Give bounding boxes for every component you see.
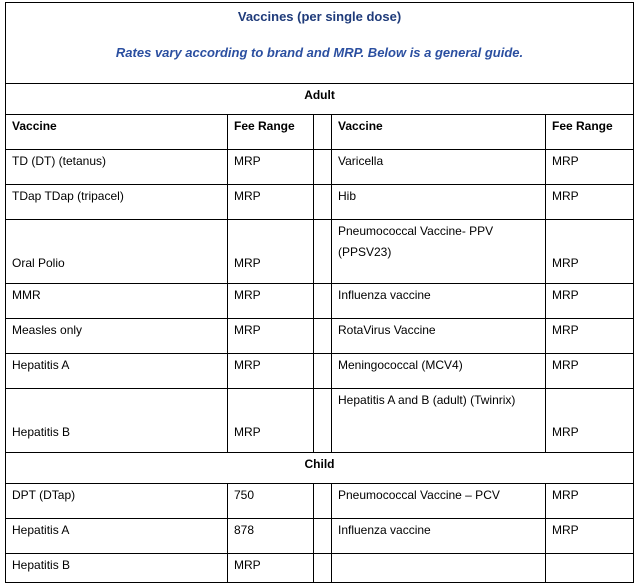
vaccine-name: Influenza vaccine: [332, 284, 546, 319]
vaccine-name: Meningococcal (MCV4): [332, 354, 546, 389]
vaccine-fee-table: [5, 2, 634, 583]
spacer-cell: [314, 115, 332, 150]
vaccine-name: TDap TDap (tripacel): [6, 185, 228, 220]
title-cell: [6, 3, 634, 84]
table-row: [6, 554, 634, 583]
column-header-fee-right: Fee Range: [546, 115, 634, 150]
fee-value: MRP: [546, 319, 634, 354]
spacer-cell: [314, 319, 332, 354]
fee-value: MRP: [546, 220, 634, 284]
section-label-adult: Adult: [6, 84, 634, 115]
fee-value: MRP: [546, 354, 634, 389]
spacer-cell: [314, 354, 332, 389]
fee-value: MRP: [546, 185, 634, 220]
fee-value: MRP: [228, 554, 314, 583]
vaccine-name: MMR: [6, 284, 228, 319]
vaccine-name: Hepatitis A and B (adult) (Twinrix): [332, 389, 546, 453]
fee-value: MRP: [228, 150, 314, 185]
vaccine-name: DPT (DTap): [6, 484, 228, 519]
fee-value: MRP: [228, 389, 314, 453]
vaccine-name: Pneumococcal Vaccine – PCV: [332, 484, 546, 519]
section-row-adult: [6, 84, 634, 115]
vaccine-name: Hepatitis A: [6, 519, 228, 554]
fee-value: MRP: [546, 484, 634, 519]
spacer-cell: [314, 284, 332, 319]
vaccine-name: Measles only: [6, 319, 228, 354]
fee-value: MRP: [546, 150, 634, 185]
section-row-child: [6, 453, 634, 484]
table-row: [6, 519, 634, 554]
fee-value: MRP: [228, 354, 314, 389]
fee-value: MRP: [228, 319, 314, 354]
column-header-vaccine-left: Vaccine: [6, 115, 228, 150]
vaccine-name: Influenza vaccine: [332, 519, 546, 554]
fee-value: MRP: [546, 519, 634, 554]
fee-value: 750: [228, 484, 314, 519]
table-row: [6, 220, 634, 284]
spacer-cell: [314, 150, 332, 185]
spacer-cell: [314, 519, 332, 554]
fee-value: MRP: [228, 185, 314, 220]
vaccine-name: Hepatitis A: [6, 354, 228, 389]
vaccine-name: Hepatitis B: [6, 554, 228, 583]
table-subtitle: Rates vary according to brand and MRP. Below is a general guide.: [115, 45, 524, 60]
table-row: [6, 354, 634, 389]
fee-value: MRP: [546, 389, 634, 453]
vaccine-name: [332, 554, 546, 583]
title-row: [6, 3, 634, 84]
spacer-cell: [314, 389, 332, 453]
table-row: [6, 284, 634, 319]
table-row: [6, 185, 634, 220]
column-header-fee-left: Fee Range: [228, 115, 314, 150]
table-row: [6, 389, 634, 453]
vaccine-name: RotaVirus Vaccine: [332, 319, 546, 354]
spacer-cell: [314, 484, 332, 519]
fee-value: MRP: [546, 284, 634, 319]
vaccine-name: Varicella: [332, 150, 546, 185]
vaccine-name: Pneumococcal Vaccine- PPV (PPSV23): [332, 220, 546, 284]
vaccine-fee-document: [5, 2, 633, 583]
spacer-cell: [314, 220, 332, 284]
fee-value: [546, 554, 634, 583]
vaccine-name: Oral Polio: [6, 220, 228, 284]
fee-value: MRP: [228, 284, 314, 319]
fee-value: 878: [228, 519, 314, 554]
vaccine-name: Hepatitis B: [6, 389, 228, 453]
column-header-row: [6, 115, 634, 150]
spacer-cell: [314, 554, 332, 583]
vaccine-name: TD (DT) (tetanus): [6, 150, 228, 185]
table-title: Vaccines (per single dose): [237, 9, 402, 24]
table-row: [6, 319, 634, 354]
table-row: [6, 484, 634, 519]
column-header-vaccine-right: Vaccine: [332, 115, 546, 150]
table-row: [6, 150, 634, 185]
spacer-cell: [314, 185, 332, 220]
vaccine-name: Hib: [332, 185, 546, 220]
section-label-child: Child: [6, 453, 634, 484]
fee-value: MRP: [228, 220, 314, 284]
